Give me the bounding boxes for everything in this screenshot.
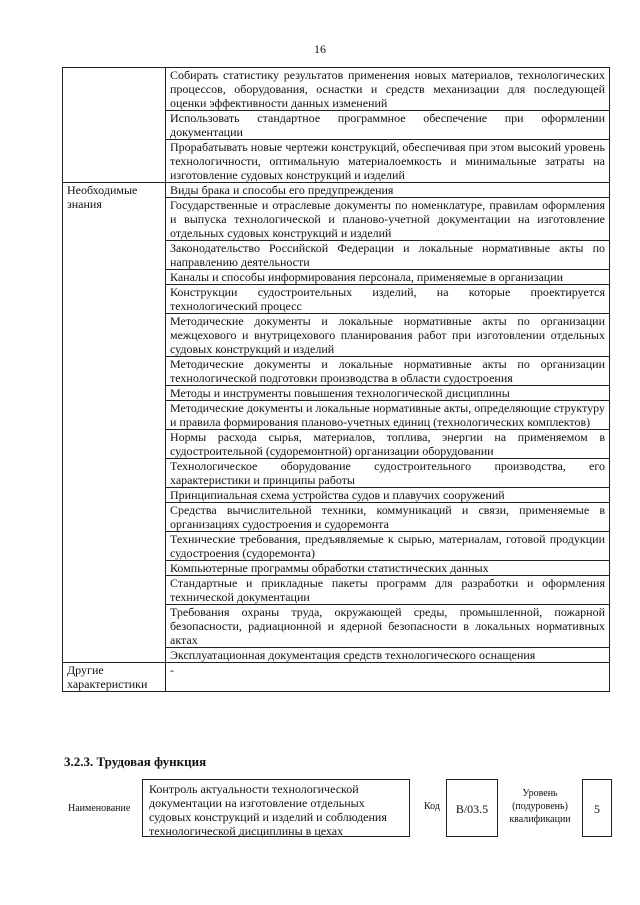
row-item: Эксплуатационная документация средств технологического оснащения [166, 648, 610, 663]
row-label: Необходимые знания [63, 183, 166, 663]
function-name: Контроль актуальности технологической документации на изготовление отдельных судовых конструкций и изделий и соблюдения технологической дисциплины в цехах [142, 779, 410, 837]
row-item: Методы и инструменты повышения технологической дисциплины [166, 386, 610, 401]
row-item: Нормы расхода сырья, материалов, топлива, энергии на применяемом в судостроительной (судоремонтной) организации оборудовании [166, 430, 610, 459]
row-item: Методические документы и локальные нормативные акты по организации технологической подготовки производства в области судостроения [166, 357, 610, 386]
row-item: Компьютерные программы обработки статистических данных [166, 561, 610, 576]
row-label [63, 68, 166, 183]
row-item: Средства вычислительной техники, коммуникаций и связи, применяемые в организациях судостроения и судоремонта [166, 503, 610, 532]
code-label: Код [424, 801, 440, 812]
row-label: Другие характеристики [63, 663, 166, 692]
level-label: Уровень (подуровень) квалификации [509, 788, 571, 825]
row-item: - [166, 663, 610, 692]
knowledge-row [63, 183, 610, 198]
section-title: 3.2.3. Трудовая функция [64, 754, 207, 769]
other-row [63, 663, 610, 692]
row-item: Стандартные и прикладные пакеты программ для разработки и оформления технической документации [166, 576, 610, 605]
function-row [60, 779, 620, 849]
function-code: B/03.5 [446, 779, 498, 837]
name-label: Наименование [68, 803, 131, 814]
row-item: Требования охраны труда, окружающей среды, промышленной, пожарной безопасности, радиационной и ядерной безопасности в локальных нормативных актах [166, 605, 610, 648]
level-value: 5 [582, 779, 612, 837]
row-item: Собирать статистику результатов применения новых материалов, технологических процессов, оборудования, оснастки и средств механизации для последующей оценки эффективности данных изменений [166, 68, 610, 111]
row-item: Конструкции судостроительных изделий, на которые проектируется технологический процесс [166, 285, 610, 314]
row-item: Принципиальная схема устройства судов и плавучих сооружений [166, 488, 610, 503]
row-item: Каналы и способы информирования персонала, применяемые в организации [166, 270, 610, 285]
row-item: Государственные и отраслевые документы по номенклатуре, правилам оформления и выпуска технологической и планово-учетной документации на изготовление отдельных судовых конструкций и изделий [166, 198, 610, 241]
row-item: Методические документы и локальные нормативные акты по организации межцехового и внутрицехового планирования работ при изготовлении отдельных судовых конструкций и изделий [166, 314, 610, 357]
row-item: Виды брака и способы его предупреждения [166, 183, 610, 198]
knowledge-table [62, 67, 610, 692]
row-item: Прорабатывать новые чертежи конструкций, обеспечивая при этом высокий уровень технологичности, оптимальную материалоемкость и минимальные затраты на изготовление судовых конструкций и изделий [166, 140, 610, 183]
row-item: Технологическое оборудование судостроительного производства, его характеристики и принципы работы [166, 459, 610, 488]
row-item: Технические требования, предъявляемые к сырью, материалам, готовой продукции судостроения (судоремонта) [166, 532, 610, 561]
row-item: Законодательство Российской Федерации и локальные нормативные акты по направлению деятельности [166, 241, 610, 270]
row-item: Методические документы и локальные нормативные акты, определяющие структуру и правила формирования планово-учетных единиц (технологических комплектов) [166, 401, 610, 430]
row-item: Использовать стандартное программное обеспечение при оформлении документации [166, 111, 610, 140]
page-number: 16 [314, 42, 326, 56]
skill-row [63, 68, 610, 111]
